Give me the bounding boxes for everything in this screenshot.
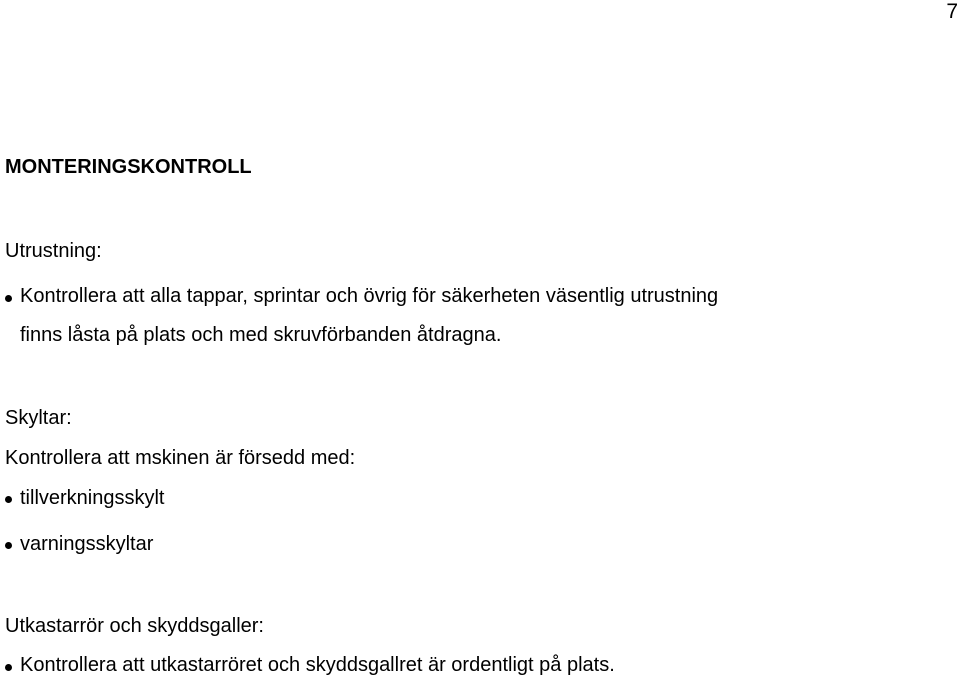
bullet-icon	[5, 664, 12, 671]
section-heading-utkastarror: Utkastarrör och skyddsgaller:	[5, 615, 264, 637]
list-item-utkastarror: Kontrollera att utkastarröret och skyddsgallret är ordentligt på plats.	[20, 654, 615, 676]
list-item-skyltar: tillverkningsskylt	[20, 487, 165, 509]
list-item-utrustning-line2: finns låsta på plats och med skruvförbanden åtdragna.	[20, 324, 502, 346]
bullet-icon	[5, 496, 12, 503]
page-number: 7	[946, 0, 958, 23]
section-heading-skyltar: Skyltar:	[5, 407, 72, 429]
bullet-icon	[5, 295, 12, 302]
skyltar-intro: Kontrollera att mskinen är försedd med:	[5, 447, 356, 469]
list-item-skyltar: varningsskyltar	[20, 533, 154, 555]
page-title: MONTERINGSKONTROLL	[5, 156, 252, 178]
section-heading-utrustning: Utrustning:	[5, 240, 102, 262]
bullet-icon	[5, 542, 12, 549]
list-item-utrustning-line1: Kontrollera att alla tappar, sprintar och övrig för säkerheten väsentlig utrustning	[20, 285, 719, 307]
